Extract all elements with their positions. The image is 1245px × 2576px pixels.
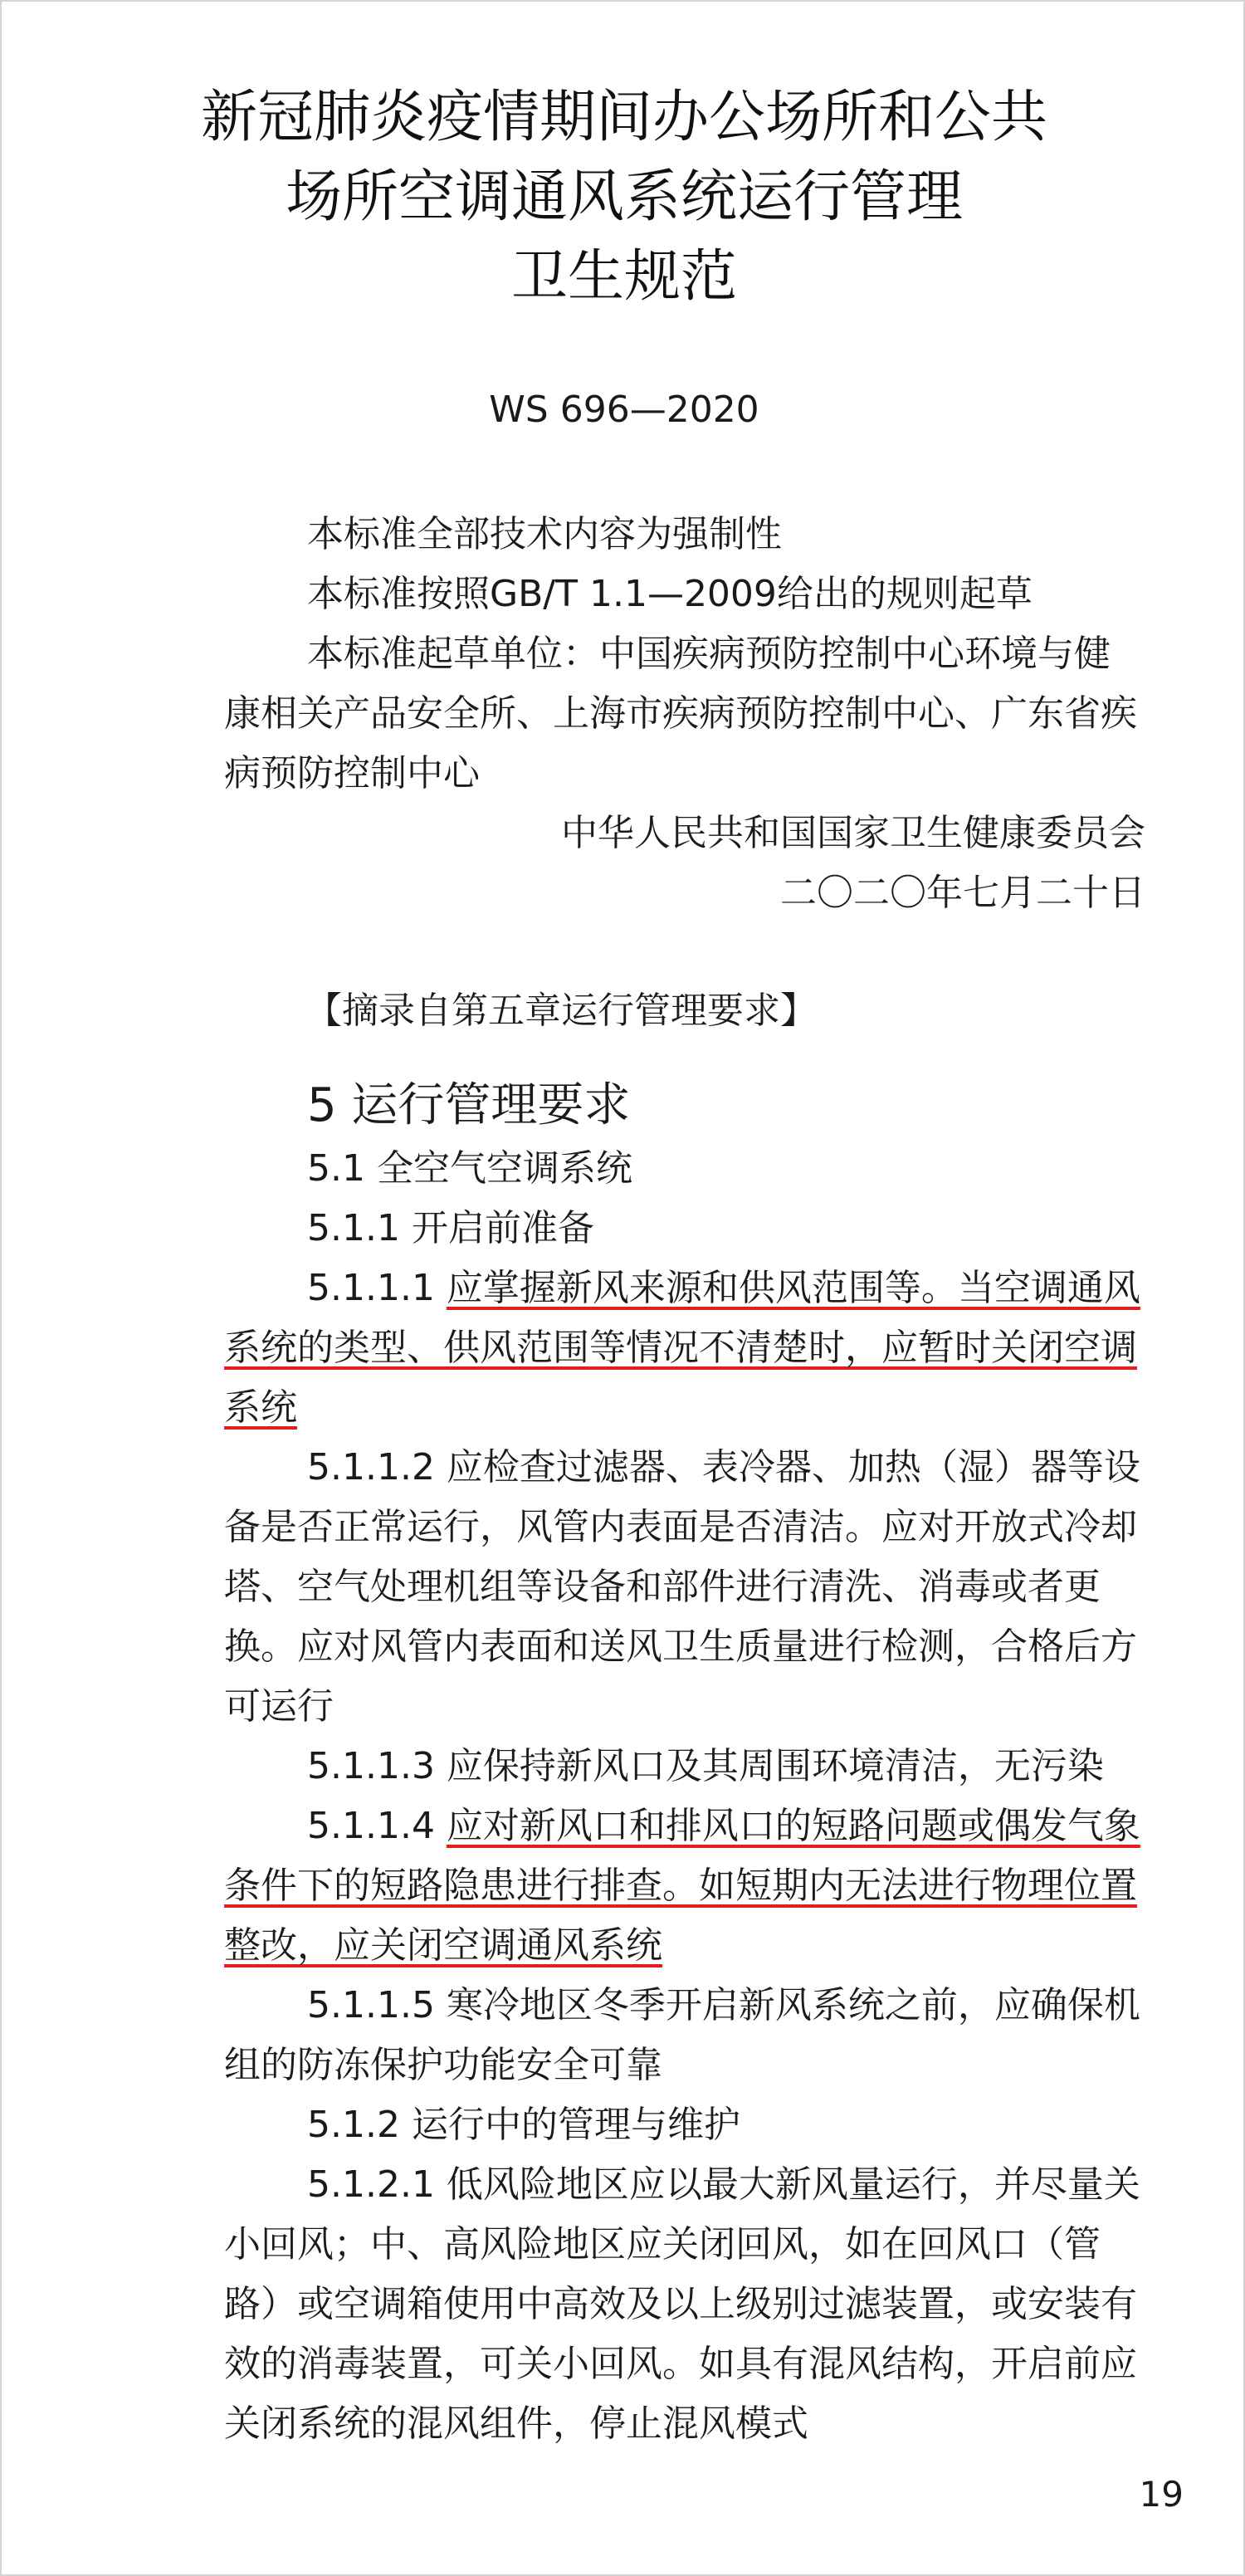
clause-number: 5.1.1.1 <box>307 1267 447 1309</box>
front-matter <box>224 505 1145 923</box>
issue-date: 二〇二〇年七月二十日 <box>780 872 1145 914</box>
standard-number: WS 696—2020 <box>489 389 759 431</box>
page-number: 19 <box>1139 2474 1184 2515</box>
chapter-title: 5 运行管理要求 <box>307 1078 631 1132</box>
section-5-1-1: 5.1.1 开启前准备 <box>307 1207 594 1249</box>
clause-5-1-1-2: 5.1.1.2 应检查过滤器、表冷器、加热（湿）器等设备是否正常运行，风管内表面是否清洁。应对开放式冷却塔、空气处理机组等设备和部件进行清洗、消毒或者更换。应对风管内表面和送风卫生质量进行检测，合格后方可运行 <box>224 1446 1140 1728</box>
clause-number: 5.1.1.4 <box>307 1805 447 1847</box>
drafting-units: 本标准起草单位：中国疾病预防控制中心环境与健康相关产品安全所、上海市疾病预防控制中心、广东省疾病预防控制中心 <box>224 633 1137 794</box>
section-5-1: 5.1 全空气空调系统 <box>307 1147 632 1190</box>
underlined-text: 应对新风口和排风口的短路问题或偶发气象条件下的短路隐患进行排查。如短期内无法进行物理位置整改，应关闭空调通风系统 <box>224 1805 1140 1967</box>
title-line-3: 卫生规范 <box>510 244 737 310</box>
clause-5-1-1-4 <box>224 1796 1145 1976</box>
chapter-5 <box>224 1073 1145 2454</box>
issuing-authority: 中华人民共和国国家卫生健康委员会 <box>561 812 1145 854</box>
excerpt-note: 【摘录自第五章运行管理要求】 <box>305 990 817 1032</box>
title-line-1: 新冠肺炎疫情期间办公场所和公共 <box>200 85 1047 150</box>
section-5-1-2: 5.1.2 运行中的管理与维护 <box>307 2104 740 2146</box>
clause-5-1-2-1: 5.1.2.1 低风险地区应以最大新风量运行，并尽量关小回风；中、高风险地区应关闭回风，如在回风口（管路）或空调箱使用中高效及以上级别过滤装置，或安装有效的消毒装置，可关小回风。如具有混风结构，开启前应关闭系统的混风组件，停止混风模式 <box>224 2163 1140 2445</box>
drafting-rule: 本标准按照GB/T 1.1—2009给出的规则起草 <box>307 573 1033 615</box>
underlined-text: 应掌握新风来源和供风范围等。当空调通风系统的类型、供风范围等情况不清楚时，应暂时关闭空调系统 <box>224 1267 1140 1429</box>
clause-5-1-1-1 <box>224 1259 1145 1438</box>
clause-5-1-1-5: 5.1.1.5 寒冷地区冬季开启新风系统之前，应确保机组的防冻保护功能安全可靠 <box>224 1984 1140 2086</box>
document-title <box>2 78 1245 317</box>
title-line-2: 场所空调通风系统运行管理 <box>285 164 963 230</box>
mandatory-statement: 本标准全部技术内容为强制性 <box>307 513 782 555</box>
clause-5-1-1-3: 5.1.1.3 应保持新风口及其周围环境清洁，无污染 <box>307 1745 1104 1787</box>
